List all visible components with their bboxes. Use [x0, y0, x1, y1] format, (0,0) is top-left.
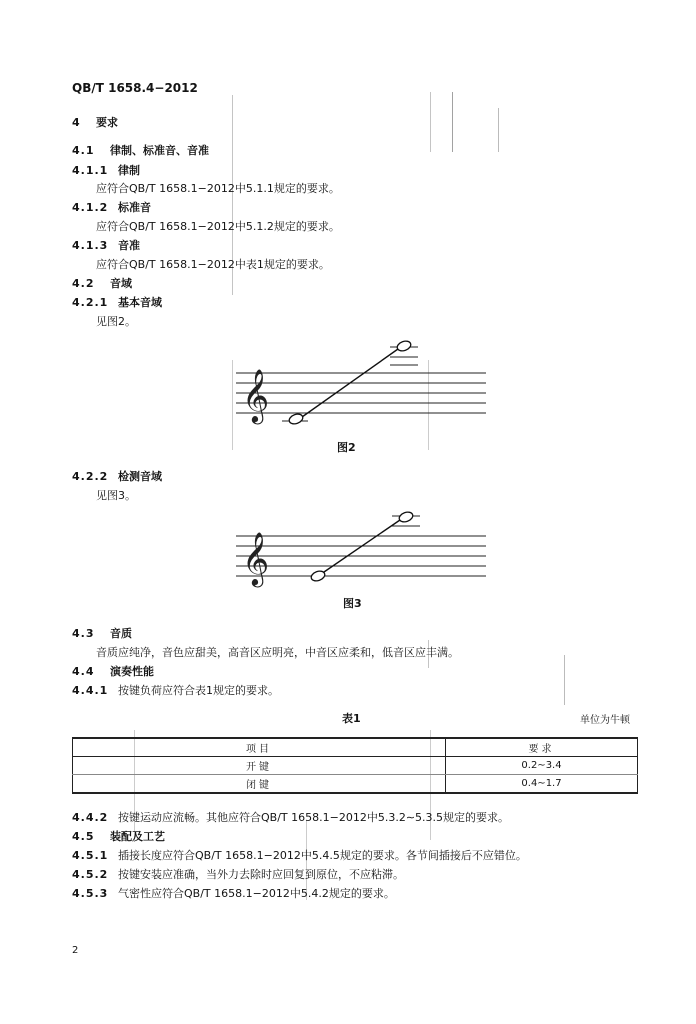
scan-line — [498, 108, 499, 152]
section-4-1-heading — [72, 144, 209, 158]
low-note-icon — [288, 412, 304, 425]
figure-2-caption: 图2 — [337, 441, 356, 454]
section-number: 4.4 — [72, 665, 95, 678]
section-number: 4.3 — [72, 627, 95, 640]
table-1-unit: 单位为牛顿 — [580, 715, 630, 726]
table-cell-value: 0.4∼1.7 — [446, 775, 638, 794]
high-note-icon — [396, 339, 412, 352]
section-4-4-heading — [72, 665, 154, 679]
section-number: 4.5.1 — [72, 849, 109, 862]
section-body: 插接长度应符合QB/T 1658.1−2012中5.4.5规定的要求。各节间插接后不应错位。 — [118, 849, 527, 862]
section-4-2-2-body: 见图3。 — [96, 489, 136, 502]
table-1-caption: 表1 — [342, 712, 361, 725]
section-4-2-heading — [72, 277, 132, 291]
section-number: 4.2.2 — [72, 470, 109, 483]
scan-line — [452, 92, 453, 152]
section-title: 基本音域 — [118, 296, 162, 309]
low-note-icon — [310, 569, 326, 582]
column-header-item: 项目 — [73, 738, 446, 757]
section-number: 4 — [72, 116, 81, 129]
scan-line — [564, 655, 565, 705]
treble-clef-icon: 𝄞 — [242, 368, 270, 422]
document-header: QB/T 1658.4−2012 — [72, 81, 198, 95]
table-row — [73, 775, 638, 794]
section-4-1-1-body: 应符合QB/T 1658.1−2012中5.1.1规定的要求。 — [96, 182, 340, 195]
section-title: 律制、标准音、音准 — [110, 144, 209, 157]
section-number: 4.1.2 — [72, 201, 109, 214]
section-4-1-3-heading — [72, 239, 140, 253]
section-title: 检测音域 — [118, 470, 162, 483]
section-title: 音域 — [110, 277, 132, 290]
section-4-3-body: 音质应纯净，音色应甜美，高音区应明亮，中音区应柔和，低音区应丰满。 — [96, 646, 459, 659]
page-number: 2 — [72, 945, 79, 956]
section-4-3-heading — [72, 627, 132, 641]
section-4-5-3 — [72, 887, 395, 901]
section-4-2-1-body: 见图2。 — [96, 315, 136, 328]
section-title: 要求 — [96, 116, 118, 129]
section-number: 4.5 — [72, 830, 95, 843]
section-number: 4.5.2 — [72, 868, 109, 881]
section-body: 按键安装应准确，当外力去除时应回复到原位，不应粘滞。 — [118, 868, 404, 881]
section-title: 标准音 — [118, 201, 151, 214]
section-number: 4.4.1 — [72, 684, 109, 697]
section-title: 装配及工艺 — [110, 830, 165, 843]
section-body: 气密性应符合QB/T 1658.1−2012中5.4.2规定的要求。 — [118, 887, 395, 900]
column-header-requirement: 要求 — [446, 738, 638, 757]
section-4-heading — [72, 116, 118, 130]
scan-line — [232, 360, 233, 450]
table-row — [73, 757, 638, 775]
section-4-4-2 — [72, 811, 509, 825]
section-4-5-1 — [72, 849, 527, 863]
section-4-1-3-body: 应符合QB/T 1658.1−2012中表1规定的要求。 — [96, 258, 330, 271]
section-4-4-1 — [72, 684, 279, 698]
section-number: 4.1 — [72, 144, 95, 157]
section-title: 音质 — [110, 627, 132, 640]
section-4-2-1-heading — [72, 296, 162, 310]
section-4-1-1-heading — [72, 164, 140, 178]
section-4-1-2-body: 应符合QB/T 1658.1−2012中5.1.2规定的要求。 — [96, 220, 340, 233]
section-4-5-2 — [72, 868, 404, 882]
table-cell-value: 0.2∼3.4 — [446, 757, 638, 775]
section-title: 律制 — [118, 164, 140, 177]
section-number: 4.2.1 — [72, 296, 109, 309]
section-4-5-heading — [72, 830, 165, 844]
scan-line — [430, 92, 431, 152]
table-cell-item: 开键 — [73, 757, 446, 775]
figure-2-staff — [236, 335, 496, 435]
staff-lines — [236, 347, 486, 421]
treble-clef-icon: 𝄞 — [242, 531, 270, 585]
section-number: 4.2 — [72, 277, 95, 290]
section-4-2-2-heading — [72, 470, 162, 484]
section-4-1-2-heading — [72, 201, 151, 215]
section-title: 音准 — [118, 239, 140, 252]
section-body: 按键负荷应符合表1规定的要求。 — [118, 684, 279, 697]
table-1 — [72, 737, 638, 794]
section-number: 4.4.2 — [72, 811, 109, 824]
high-note-icon — [398, 510, 414, 523]
table-header-row — [73, 738, 638, 757]
section-number: 4.1.3 — [72, 239, 109, 252]
section-number: 4.5.3 — [72, 887, 109, 900]
table-cell-item: 闭键 — [73, 775, 446, 794]
figure-3-staff — [236, 508, 496, 594]
section-title: 演奏性能 — [110, 665, 154, 678]
figure-3-caption: 图3 — [343, 597, 362, 610]
section-body: 按键运动应流畅。其他应符合QB/T 1658.1−2012中5.3.2∼5.3.5规定的要求。 — [118, 811, 510, 824]
section-number: 4.1.1 — [72, 164, 109, 177]
